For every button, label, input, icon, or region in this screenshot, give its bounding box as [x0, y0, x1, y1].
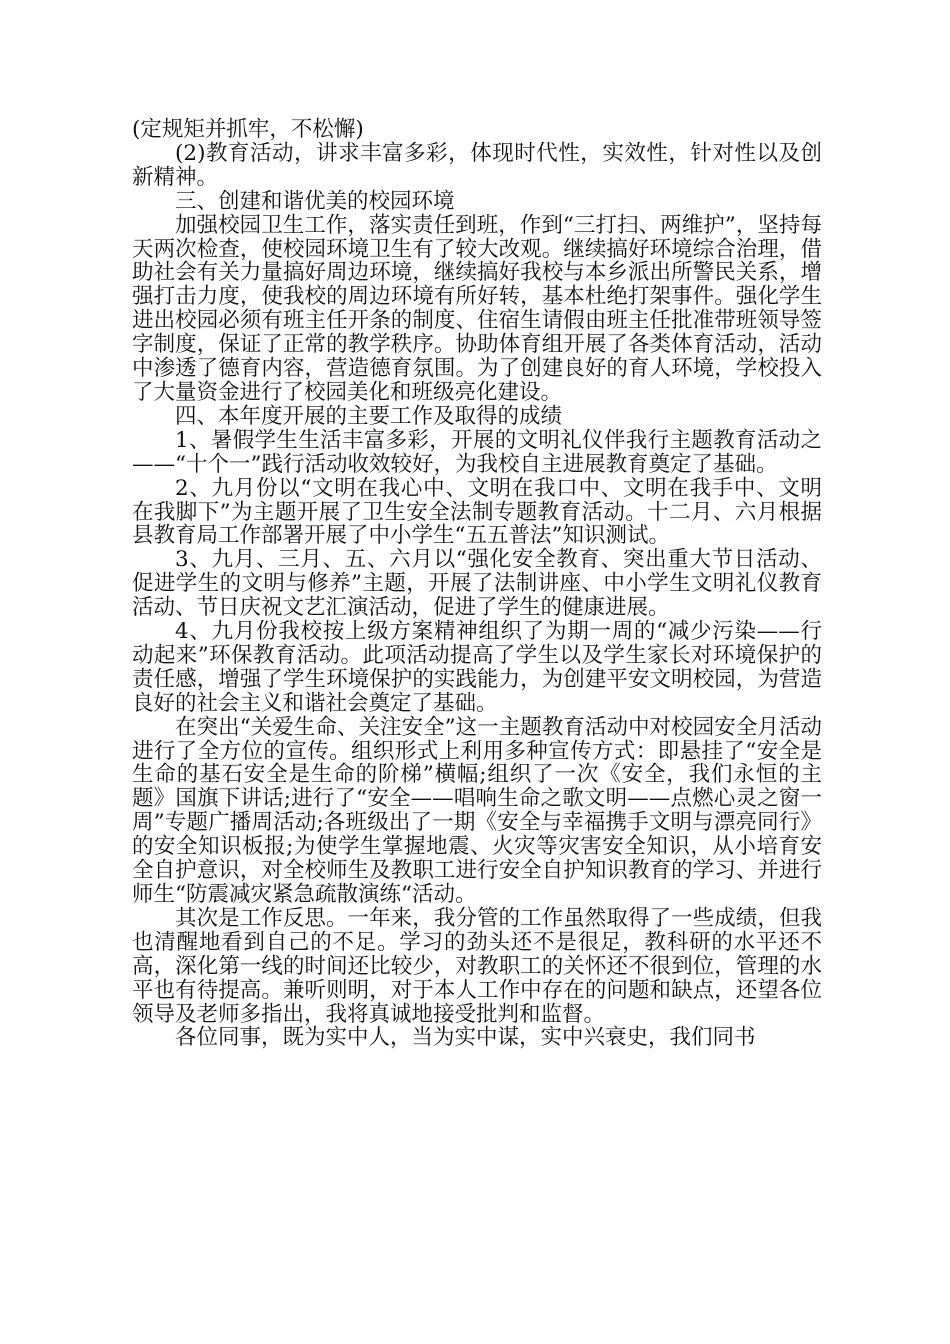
paragraph-item-2: 2、九月份以“文明在我心中、文明在我口中、文明在我手中、文明在我脚下”为主题开展了卫生安全法制专题教育活动。十二月、六月根据县教育局工作部署开展了中小学生“五五普法”知识测试。	[132, 475, 822, 549]
section-heading-main-work: 四、本年度开展的主要工作及取得的成绩	[175, 403, 563, 429]
paragraph-item-1: 1、暑假学生生活丰富多彩，开展的文明礼仪伴我行主题教育活动之——“十个一”践行活动收效较好，为我校自主进展教育奠定了基础。	[132, 427, 822, 477]
paragraph-regulations: (定规矩并抓牢，不松懈)	[132, 117, 364, 142]
document-body	[132, 118, 822, 1050]
paragraph-education-activities: (2)教育活动，讲求丰富多彩，体现时代性，实效性，针对性以及创新精神。	[132, 140, 822, 190]
paragraph-closing: 各位同事，既为实中人，当为实中谋，实中兴衰史，我们同书	[175, 1025, 756, 1051]
section-heading-campus-environment: 三、创建和谐优美的校园环境	[175, 188, 455, 214]
paragraph-reflection: 其次是工作反思。一年来，我分管的工作虽然取得了一些成绩，但我也清醒地看到自己的不足。学习的劲头还不是很足，教科研的水平还不高，深化第一线的时间还比较少，对教职工的关怀还不很到位，管理的水平也有待提高。兼听则明，对于本人工作中存在的问题和缺点，还望各位领导及老师多指出，我将真诚地接受批判和监督。	[132, 905, 822, 1027]
paragraph-item-4: 4、九月份我校按上级方案精神组织了为期一周的“减少污染——行动起来”环保教育活动。此项活动提高了学生以及学生家长对环境保护的责任感，增强了学生环境保护的实践能力，为创建平安文明校园，为营造良好的社会主义和谐社会奠定了基础。	[132, 619, 822, 716]
paragraph-item-3: 3、九月、三月、五、六月以“强化安全教育、突出重大节日活动、促进学生的文明与修养”主题，开展了法制讲座、中小学生文明礼仪教育活动、节日庆祝文艺汇演活动，促进了学生的健康进展。	[132, 547, 822, 621]
paragraph-campus-hygiene: 加强校园卫生工作，落实责任到班，作到“三打扫、两维护”，坚持每天两次检查，使校园环境卫生有了较大改观。继续搞好环境综合治理，借助社会有关力量搞好周边环境，继续搞好我校与本乡派出所警民关系，增强打击力度，使我校的周边环境有所好转，基本杜绝打架事件。强化学生进出校园必须有班主任开条的制度、住宿生请假由班主任批准带班领导签字制度，保证了正常的教学秩序。协助体育组开展了各类体育活动，活动中渗透了德育内容，营造德育氛围。为了创建良好的育人环境，学校投入了大量资金进行了校园美化和班级亮化建设。	[132, 212, 822, 405]
paragraph-safety-month: 在突出“关爱生命、关注安全”这一主题教育活动中对校园安全月活动进行了全方位的宣传。组织形式上利用多种宣传方式：即悬挂了“安全是生命的基石安全是生命的阶梯”横幅;组织了一次《安全，我们永恒的主题》国旗下讲话;进行了“安全——唱响生命之歌文明——点燃心灵之窗一周”专题广播周活动;各班级出了一期《安全与幸福携手文明与漂亮同行》的安全知识板报;为使学生掌握地震、火灾等灾害安全知识，从小培育安全自护意识，对全校师生及教职工进行安全自护知识教育的学习、并进行师生“防震减灾紧急疏散演练“活动。	[132, 714, 822, 907]
